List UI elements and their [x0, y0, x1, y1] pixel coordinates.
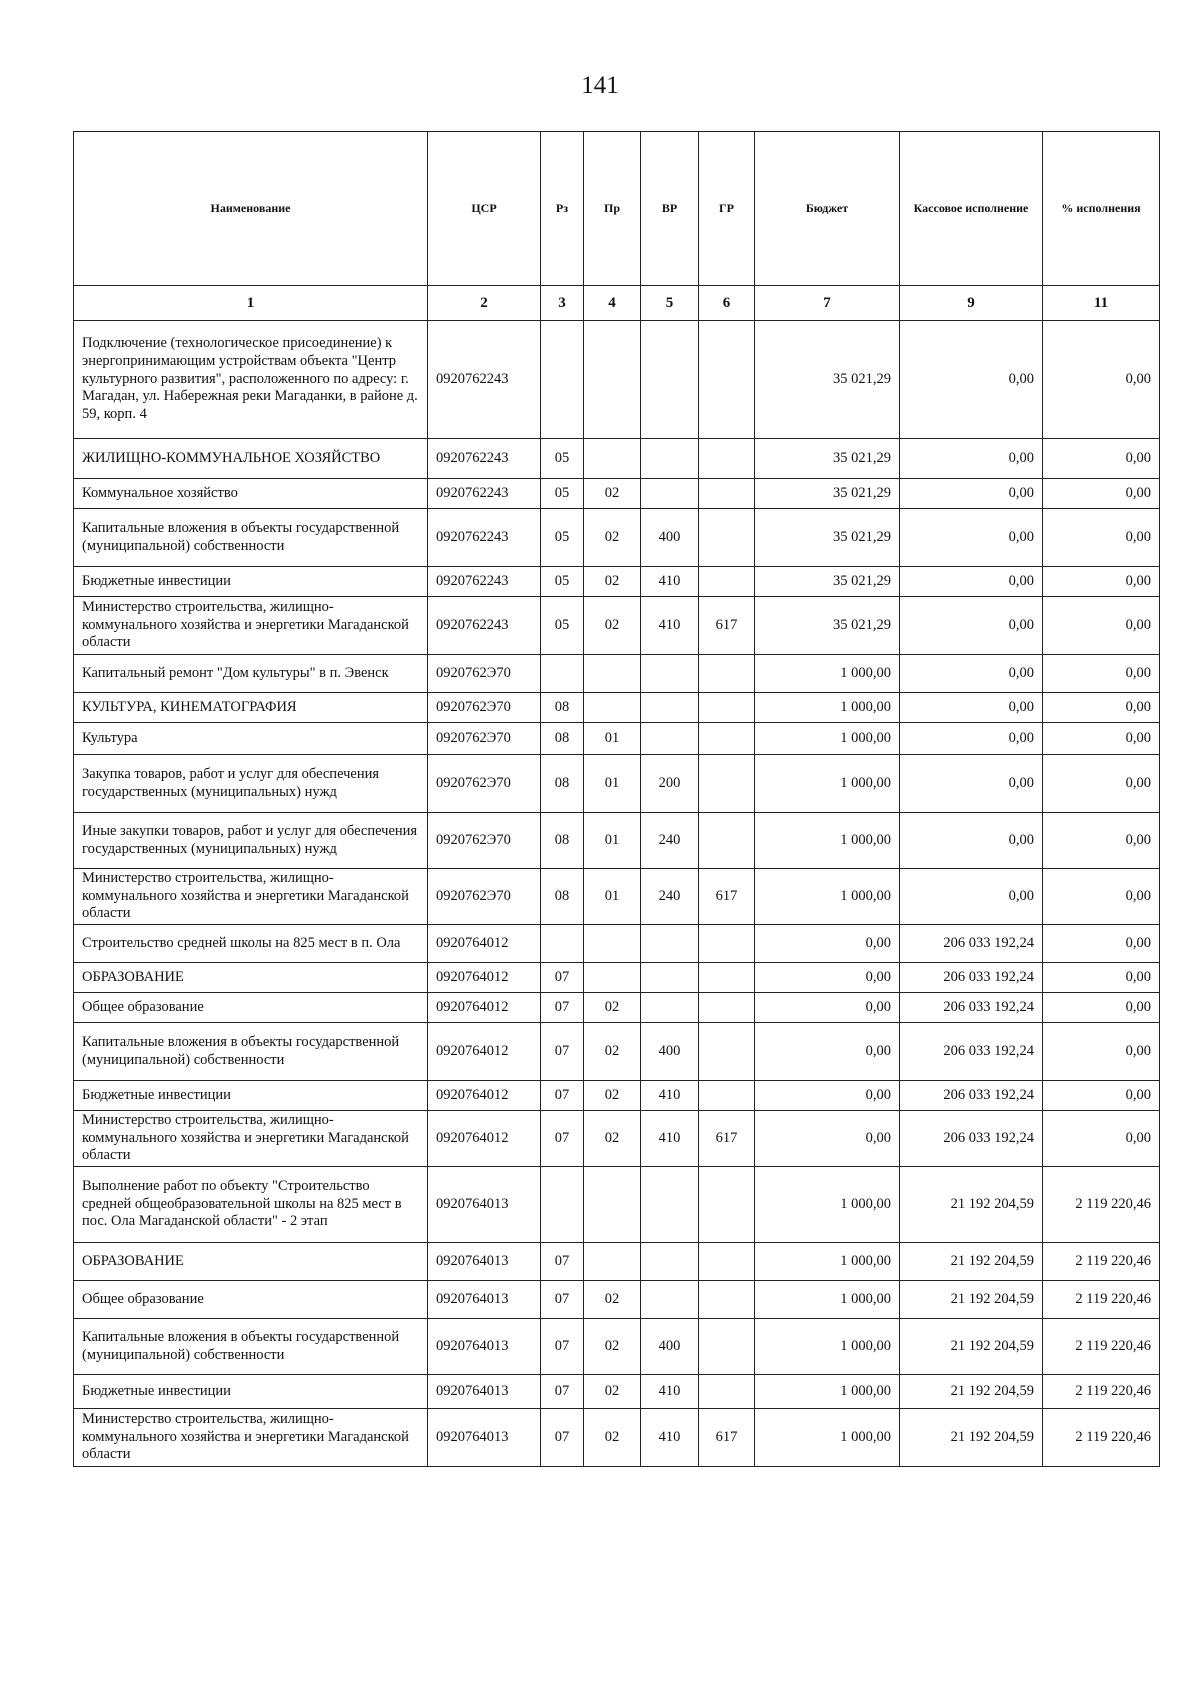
row-vr: [641, 993, 699, 1023]
row-percent-execution: 0,00: [1043, 693, 1160, 723]
row-budget: 1 000,00: [755, 1167, 900, 1243]
row-name: Бюджетные инвестиции: [74, 567, 428, 597]
row-vr: 410: [641, 597, 699, 655]
row-rz: 08: [541, 723, 584, 755]
row-csr: 0920764012: [428, 963, 541, 993]
row-cash-execution: 21 192 204,59: [900, 1281, 1043, 1319]
row-csr: 0920762243: [428, 439, 541, 479]
table-header-row: [74, 132, 1160, 286]
row-rz: 07: [541, 1243, 584, 1281]
row-name: Капитальные вложения в объекты государственной (муниципальной) собственности: [74, 1319, 428, 1375]
table-row: [74, 963, 1160, 993]
table-row: [74, 567, 1160, 597]
row-pr: 02: [584, 1409, 641, 1467]
table-row: [74, 509, 1160, 567]
row-percent-execution: 0,00: [1043, 567, 1160, 597]
row-budget: 35 021,29: [755, 479, 900, 509]
row-name: Министерство строительства, жилищно-коммунального хозяйства и энергетики Магаданской области: [74, 1409, 428, 1467]
row-rz: [541, 655, 584, 693]
table-row: [74, 439, 1160, 479]
row-rz: [541, 321, 584, 439]
table-row: [74, 655, 1160, 693]
row-rz: 07: [541, 1081, 584, 1111]
row-name: Культура: [74, 723, 428, 755]
row-budget: 1 000,00: [755, 693, 900, 723]
row-rz: 07: [541, 1319, 584, 1375]
row-csr: 0920764012: [428, 925, 541, 963]
row-csr: 0920762243: [428, 321, 541, 439]
row-pr: 02: [584, 1281, 641, 1319]
row-vr: [641, 321, 699, 439]
row-gr: [699, 925, 755, 963]
row-gr: 617: [699, 1111, 755, 1167]
row-cash-execution: 0,00: [900, 655, 1043, 693]
row-rz: 07: [541, 1375, 584, 1409]
row-percent-execution: 0,00: [1043, 1111, 1160, 1167]
row-vr: 400: [641, 509, 699, 567]
row-rz: 08: [541, 693, 584, 723]
row-percent-execution: 2 119 220,46: [1043, 1319, 1160, 1375]
table-row: [74, 755, 1160, 813]
row-name: ЖИЛИЩНО-КОММУНАЛЬНОЕ ХОЗЯЙСТВО: [74, 439, 428, 479]
header-percent-execution: % исполнения: [1043, 132, 1160, 286]
column-number: 4: [584, 286, 641, 321]
column-number: 3: [541, 286, 584, 321]
row-pr: [584, 925, 641, 963]
table-row: [74, 1023, 1160, 1081]
row-vr: [641, 479, 699, 509]
row-name: Строительство средней школы на 825 мест в п. Ола: [74, 925, 428, 963]
row-gr: [699, 1081, 755, 1111]
row-csr: 0920764012: [428, 993, 541, 1023]
column-number: 1: [74, 286, 428, 321]
header-cash-execution: Кассовое исполнение: [900, 132, 1043, 286]
row-vr: [641, 1243, 699, 1281]
row-csr: 0920764012: [428, 1023, 541, 1081]
row-vr: [641, 655, 699, 693]
row-percent-execution: 0,00: [1043, 925, 1160, 963]
row-rz: 08: [541, 755, 584, 813]
table-row: [74, 693, 1160, 723]
row-vr: [641, 1167, 699, 1243]
row-csr: 0920762243: [428, 479, 541, 509]
row-gr: [699, 509, 755, 567]
row-vr: 240: [641, 869, 699, 925]
row-vr: 200: [641, 755, 699, 813]
row-gr: [699, 993, 755, 1023]
row-budget: 1 000,00: [755, 1409, 900, 1467]
row-name: Закупка товаров, работ и услуг для обеспечения государственных (муниципальных) нужд: [74, 755, 428, 813]
row-budget: 0,00: [755, 925, 900, 963]
row-csr: 0920764012: [428, 1081, 541, 1111]
table-row: [74, 1111, 1160, 1167]
row-percent-execution: 2 119 220,46: [1043, 1243, 1160, 1281]
table-row: [74, 1319, 1160, 1375]
table-row: [74, 813, 1160, 869]
row-name: Бюджетные инвестиции: [74, 1081, 428, 1111]
row-pr: 02: [584, 567, 641, 597]
row-rz: 05: [541, 479, 584, 509]
row-rz: 08: [541, 813, 584, 869]
table-body: [74, 321, 1160, 1467]
row-cash-execution: 0,00: [900, 321, 1043, 439]
row-cash-execution: 0,00: [900, 567, 1043, 597]
column-number-row: [74, 286, 1160, 321]
header-rz: Рз: [541, 132, 584, 286]
row-percent-execution: 0,00: [1043, 963, 1160, 993]
row-csr: 0920762Э70: [428, 693, 541, 723]
row-name: Бюджетные инвестиции: [74, 1375, 428, 1409]
row-name: Общее образование: [74, 1281, 428, 1319]
row-pr: 02: [584, 1023, 641, 1081]
header-vr: ВР: [641, 132, 699, 286]
row-gr: [699, 439, 755, 479]
row-vr: [641, 1281, 699, 1319]
row-csr: 0920762Э70: [428, 723, 541, 755]
row-percent-execution: 2 119 220,46: [1043, 1409, 1160, 1467]
row-rz: 07: [541, 1023, 584, 1081]
header-name: Наименование: [74, 132, 428, 286]
row-csr: 0920762243: [428, 509, 541, 567]
row-budget: 0,00: [755, 1081, 900, 1111]
row-pr: [584, 439, 641, 479]
row-percent-execution: 0,00: [1043, 723, 1160, 755]
row-percent-execution: 0,00: [1043, 1081, 1160, 1111]
table-row: [74, 1281, 1160, 1319]
row-name: КУЛЬТУРА, КИНЕМАТОГРАФИЯ: [74, 693, 428, 723]
row-name: Коммунальное хозяйство: [74, 479, 428, 509]
row-gr: [699, 755, 755, 813]
row-cash-execution: 0,00: [900, 869, 1043, 925]
row-name: Подключение (технологическое присоединение) к энергопринимающим устройствам объекта "Центр культурного развития", расположенного по адресу: г. Магадан, ул. Набережная реки Магаданки, в районе д. 59, корп. 4: [74, 321, 428, 439]
row-vr: 410: [641, 1409, 699, 1467]
header-budget: Бюджет: [755, 132, 900, 286]
row-percent-execution: 2 119 220,46: [1043, 1281, 1160, 1319]
row-percent-execution: 2 119 220,46: [1043, 1167, 1160, 1243]
row-csr: 0920762Э70: [428, 755, 541, 813]
row-cash-execution: 0,00: [900, 755, 1043, 813]
column-number: 9: [900, 286, 1043, 321]
row-csr: 0920764012: [428, 1111, 541, 1167]
row-vr: 410: [641, 567, 699, 597]
row-budget: 1 000,00: [755, 723, 900, 755]
row-percent-execution: 0,00: [1043, 479, 1160, 509]
row-vr: 400: [641, 1023, 699, 1081]
row-gr: [699, 1375, 755, 1409]
row-gr: [699, 723, 755, 755]
row-pr: [584, 1167, 641, 1243]
row-cash-execution: 0,00: [900, 439, 1043, 479]
header-csr: ЦСР: [428, 132, 541, 286]
row-pr: 02: [584, 1375, 641, 1409]
row-budget: 0,00: [755, 993, 900, 1023]
row-csr: 0920762243: [428, 597, 541, 655]
row-rz: 05: [541, 509, 584, 567]
row-rz: 05: [541, 439, 584, 479]
row-budget: 0,00: [755, 1023, 900, 1081]
row-name: Капитальные вложения в объекты государственной (муниципальной) собственности: [74, 509, 428, 567]
row-budget: 35 021,29: [755, 567, 900, 597]
row-pr: 01: [584, 755, 641, 813]
row-budget: 35 021,29: [755, 439, 900, 479]
row-rz: 05: [541, 567, 584, 597]
row-csr: 0920762Э70: [428, 655, 541, 693]
row-budget: 1 000,00: [755, 1243, 900, 1281]
row-percent-execution: 0,00: [1043, 1023, 1160, 1081]
row-percent-execution: 0,00: [1043, 755, 1160, 813]
row-budget: 0,00: [755, 1111, 900, 1167]
table-row: [74, 321, 1160, 439]
row-budget: 35 021,29: [755, 597, 900, 655]
table-row: [74, 723, 1160, 755]
row-cash-execution: 0,00: [900, 723, 1043, 755]
table-row: [74, 597, 1160, 655]
row-rz: [541, 925, 584, 963]
column-number: 11: [1043, 286, 1160, 321]
column-number: 2: [428, 286, 541, 321]
row-name: Иные закупки товаров, работ и услуг для обеспечения государственных (муниципальных) нужд: [74, 813, 428, 869]
row-rz: [541, 1167, 584, 1243]
row-name: Министерство строительства, жилищно-коммунального хозяйства и энергетики Магаданской области: [74, 869, 428, 925]
row-vr: 240: [641, 813, 699, 869]
row-gr: [699, 321, 755, 439]
row-csr: 0920764013: [428, 1281, 541, 1319]
row-rz: 07: [541, 1281, 584, 1319]
budget-execution-table: [73, 131, 1160, 1467]
row-csr: 0920762243: [428, 567, 541, 597]
row-percent-execution: 0,00: [1043, 869, 1160, 925]
row-cash-execution: 0,00: [900, 693, 1043, 723]
row-pr: 02: [584, 993, 641, 1023]
row-pr: 02: [584, 479, 641, 509]
row-vr: 410: [641, 1081, 699, 1111]
row-pr: 02: [584, 1319, 641, 1375]
row-rz: 07: [541, 963, 584, 993]
row-budget: 1 000,00: [755, 1319, 900, 1375]
table-row: [74, 993, 1160, 1023]
row-rz: 08: [541, 869, 584, 925]
row-cash-execution: 206 033 192,24: [900, 993, 1043, 1023]
row-cash-execution: 206 033 192,24: [900, 1081, 1043, 1111]
row-pr: 01: [584, 813, 641, 869]
row-pr: [584, 321, 641, 439]
row-vr: 410: [641, 1111, 699, 1167]
row-cash-execution: 206 033 192,24: [900, 1023, 1043, 1081]
row-percent-execution: 0,00: [1043, 321, 1160, 439]
row-budget: 1 000,00: [755, 1375, 900, 1409]
row-budget: 1 000,00: [755, 655, 900, 693]
table-row: [74, 1375, 1160, 1409]
row-vr: [641, 723, 699, 755]
row-csr: 0920764013: [428, 1167, 541, 1243]
row-percent-execution: 0,00: [1043, 509, 1160, 567]
row-cash-execution: 206 033 192,24: [900, 1111, 1043, 1167]
row-vr: 400: [641, 1319, 699, 1375]
row-pr: 02: [584, 1081, 641, 1111]
row-pr: 02: [584, 1111, 641, 1167]
row-pr: 02: [584, 509, 641, 567]
row-rz: 05: [541, 597, 584, 655]
row-cash-execution: 206 033 192,24: [900, 963, 1043, 993]
row-csr: 0920762Э70: [428, 813, 541, 869]
row-vr: [641, 925, 699, 963]
page-number: 141: [581, 72, 619, 99]
row-gr: [699, 655, 755, 693]
row-budget: 35 021,29: [755, 321, 900, 439]
row-cash-execution: 0,00: [900, 813, 1043, 869]
row-pr: [584, 655, 641, 693]
row-rz: 07: [541, 993, 584, 1023]
row-gr: [699, 963, 755, 993]
row-cash-execution: 21 192 204,59: [900, 1243, 1043, 1281]
row-name: Общее образование: [74, 993, 428, 1023]
row-pr: 01: [584, 723, 641, 755]
row-gr: [699, 1281, 755, 1319]
table-row: [74, 925, 1160, 963]
row-name: Выполнение работ по объекту "Строительство средней общеобразовательной школы на 825 мест в пос. Ола Магаданской области" - 2 этап: [74, 1167, 428, 1243]
row-cash-execution: 206 033 192,24: [900, 925, 1043, 963]
row-rz: 07: [541, 1409, 584, 1467]
row-vr: 410: [641, 1375, 699, 1409]
table-row: [74, 1243, 1160, 1281]
row-cash-execution: 21 192 204,59: [900, 1409, 1043, 1467]
row-percent-execution: 2 119 220,46: [1043, 1375, 1160, 1409]
row-cash-execution: 21 192 204,59: [900, 1375, 1043, 1409]
row-vr: [641, 963, 699, 993]
row-gr: [699, 1167, 755, 1243]
row-gr: [699, 567, 755, 597]
row-name: Капитальный ремонт "Дом культуры" в п. Эвенск: [74, 655, 428, 693]
row-gr: [699, 479, 755, 509]
row-cash-execution: 21 192 204,59: [900, 1319, 1043, 1375]
row-cash-execution: 0,00: [900, 479, 1043, 509]
row-percent-execution: 0,00: [1043, 655, 1160, 693]
row-gr: [699, 1319, 755, 1375]
row-cash-execution: 0,00: [900, 597, 1043, 655]
row-cash-execution: 0,00: [900, 509, 1043, 567]
table-row: [74, 1167, 1160, 1243]
row-csr: 0920762Э70: [428, 869, 541, 925]
row-cash-execution: 21 192 204,59: [900, 1167, 1043, 1243]
row-percent-execution: 0,00: [1043, 597, 1160, 655]
row-csr: 0920764013: [428, 1243, 541, 1281]
row-vr: [641, 439, 699, 479]
row-gr: [699, 813, 755, 869]
row-vr: [641, 693, 699, 723]
row-gr: 617: [699, 597, 755, 655]
row-pr: 02: [584, 597, 641, 655]
column-number: 5: [641, 286, 699, 321]
row-budget: 1 000,00: [755, 813, 900, 869]
row-budget: 0,00: [755, 963, 900, 993]
row-name: ОБРАЗОВАНИЕ: [74, 963, 428, 993]
row-csr: 0920764013: [428, 1319, 541, 1375]
table-row: [74, 479, 1160, 509]
row-pr: 01: [584, 869, 641, 925]
row-gr: 617: [699, 1409, 755, 1467]
row-gr: [699, 1023, 755, 1081]
row-budget: 1 000,00: [755, 1281, 900, 1319]
table-row: [74, 1409, 1160, 1467]
column-number: 6: [699, 286, 755, 321]
row-budget: 1 000,00: [755, 755, 900, 813]
row-name: Министерство строительства, жилищно-коммунального хозяйства и энергетики Магаданской области: [74, 597, 428, 655]
table-row: [74, 869, 1160, 925]
column-number: 7: [755, 286, 900, 321]
row-pr: [584, 963, 641, 993]
row-percent-execution: 0,00: [1043, 813, 1160, 869]
row-name: ОБРАЗОВАНИЕ: [74, 1243, 428, 1281]
row-budget: 35 021,29: [755, 509, 900, 567]
row-name: Министерство строительства, жилищно-коммунального хозяйства и энергетики Магаданской области: [74, 1111, 428, 1167]
row-name: Капитальные вложения в объекты государственной (муниципальной) собственности: [74, 1023, 428, 1081]
row-csr: 0920764013: [428, 1409, 541, 1467]
row-gr: [699, 1243, 755, 1281]
row-csr: 0920764013: [428, 1375, 541, 1409]
row-percent-execution: 0,00: [1043, 993, 1160, 1023]
table-row: [74, 1081, 1160, 1111]
row-gr: 617: [699, 869, 755, 925]
row-percent-execution: 0,00: [1043, 439, 1160, 479]
row-pr: [584, 1243, 641, 1281]
row-rz: 07: [541, 1111, 584, 1167]
row-pr: [584, 693, 641, 723]
row-budget: 1 000,00: [755, 869, 900, 925]
header-pr: Пр: [584, 132, 641, 286]
header-gr: ГР: [699, 132, 755, 286]
row-gr: [699, 693, 755, 723]
